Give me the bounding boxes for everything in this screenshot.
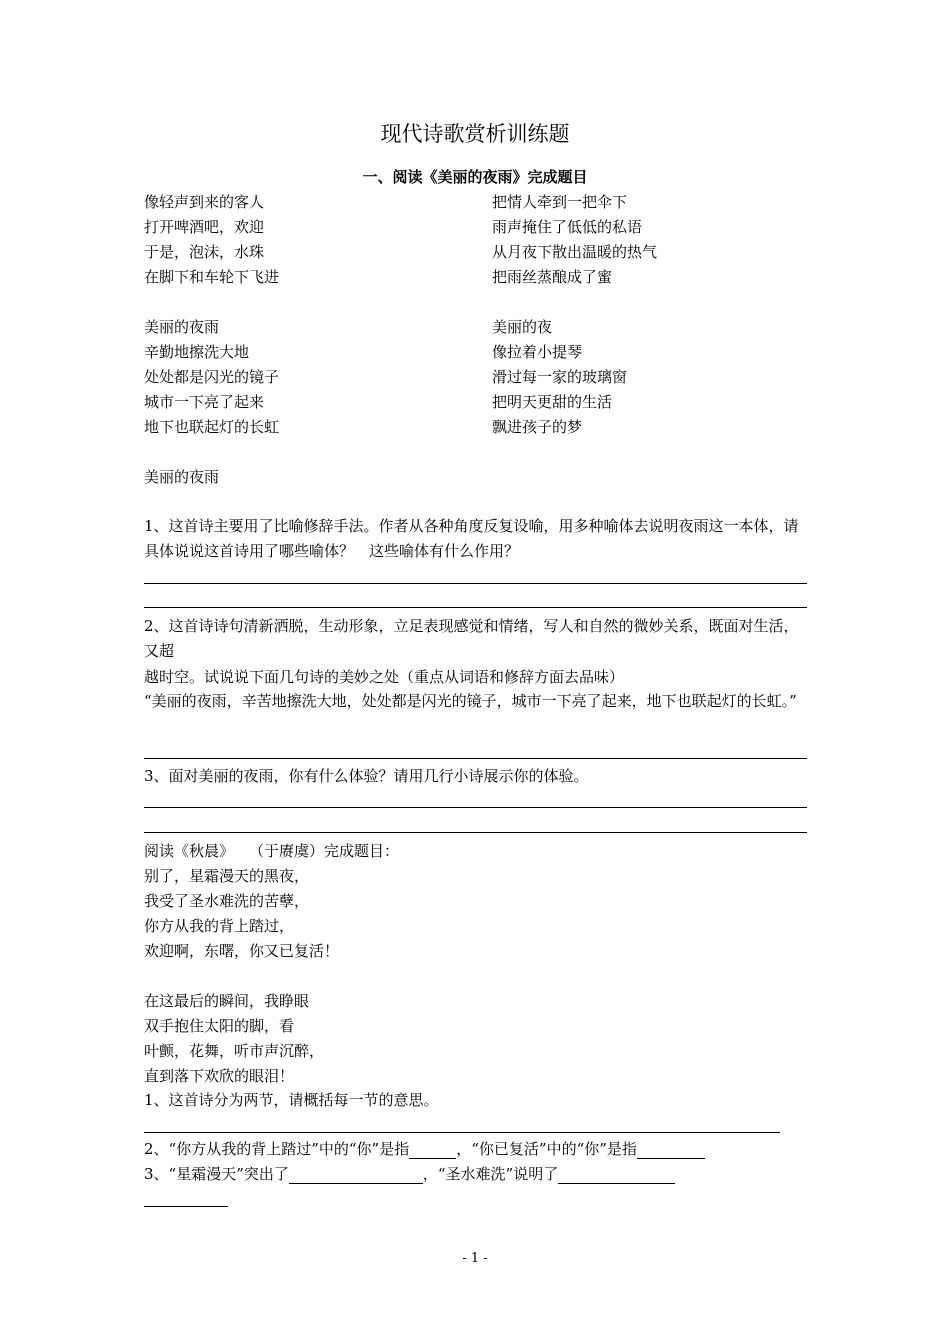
poem-line: 在脚下和车轮下飞进 (144, 268, 280, 286)
poem-line: 处处都是闪光的镜子 (144, 368, 280, 386)
question-2-line-1: 2、这首诗诗句清新洒脱，生动形象，立足表现感觉和情绪，写人和自然的微妙关系，既面对生活，又超 (144, 617, 799, 660)
fill-blank[interactable] (637, 1141, 705, 1159)
page-number: - 1 - (462, 1251, 488, 1266)
section-2-question-1: 1、这首诗分为两节，请概括每一节的意思。 (144, 1091, 439, 1109)
answer-line[interactable] (144, 807, 807, 808)
poem-line: 在这最后的瞬间，我睁眼 (144, 992, 310, 1010)
poem-line: 别了，星霜漫天的黑夜， (144, 867, 310, 885)
poem-line: 你方从我的背上踏过， (144, 917, 295, 935)
poem-title-repeat: 美丽的夜雨 (144, 468, 220, 486)
question-text: 2、“你方从我的背上踏过”中的“你”是指 (144, 1140, 410, 1158)
poem-line: 双手抱住太阳的脚，看 (144, 1017, 295, 1035)
poem-line: 城市一下亮了起来 (144, 393, 265, 411)
question-2-line-2: 越时空。试说说下面几句诗的美妙之处（重点从词语和修辞方面去品味） (144, 668, 625, 686)
answer-line[interactable] (144, 607, 807, 608)
poem-line: 把明天更甜的生活 (492, 393, 613, 411)
poem-line: 飘进孩子的梦 (492, 418, 583, 436)
answer-line[interactable] (144, 583, 807, 584)
poem-line: 像轻声到来的客人 (144, 193, 265, 211)
poem-line: 美丽的夜 (492, 318, 553, 336)
poem-line: 美丽的夜雨 (144, 318, 220, 336)
poem-line: 辛勤地擦洗大地 (144, 343, 250, 361)
section-2-question-3 (144, 1164, 675, 1184)
poem-line: 把雨丝蒸酿成了蜜 (492, 268, 613, 286)
answer-line[interactable] (144, 1132, 780, 1133)
answer-line[interactable] (144, 832, 807, 833)
poem-line: 打开啤酒吧，欢迎 (144, 218, 265, 236)
fill-blank[interactable] (558, 1166, 675, 1184)
question-text: ，“圣水难洗”说明了 (422, 1165, 559, 1183)
poem-line: 滑过每一家的玻璃窗 (492, 368, 628, 386)
fill-blank[interactable] (409, 1141, 456, 1159)
poem-line: 地下也联起灯的长虹 (144, 418, 280, 436)
page-title: 现代诗歌赏析训练题 (380, 122, 570, 146)
poem-line: 直到落下欢欣的眼泪！ (144, 1067, 295, 1085)
section-2-question-2 (144, 1139, 705, 1159)
poem-line: 叶颤，花舞，听市声沉醉， (144, 1042, 325, 1060)
answer-line[interactable] (144, 1206, 228, 1207)
poem-line: 我受了圣水难洗的苦孽， (144, 892, 310, 910)
poem-line: 于是，泡沫，水珠 (144, 243, 265, 261)
question-text: 3、“星霜漫天”突出了 (144, 1165, 289, 1183)
question-2-quote: “美丽的夜雨，辛苦地擦洗大地，处处都是闪光的镜子，城市一下亮了起来，地下也联起灯的长虹。” (144, 692, 797, 710)
poem-line: 从月夜下散出温暖的热气 (492, 243, 658, 261)
answer-line[interactable] (144, 758, 807, 759)
poem-line: 把情人牵到一把伞下 (492, 193, 628, 211)
section-1-heading: 一、阅读《美丽的夜雨》完成题目 (362, 168, 588, 186)
question-1: 1、这首诗主要用了比喻修辞手法。作者从各种角度反复设喻，用多种喻体去说明夜雨这一本体，请具体说说这首诗用了哪些喻体？ 这些喻体有什么作用？ (144, 517, 799, 560)
poem-line: 像拉着小提琴 (492, 343, 583, 361)
poem-line: 雨声掩住了低低的私语 (492, 218, 643, 236)
poem-line: 欢迎啊，东曙，你又已复活！ (144, 942, 340, 960)
question-3: 3、面对美丽的夜雨，你有什么体验？请用几行小诗展示你的体验。 (144, 767, 589, 785)
section-2-heading: 阅读《秋晨》 （于赓虞）完成题目： (144, 842, 400, 860)
fill-blank[interactable] (289, 1166, 423, 1184)
question-text: ，“你已复活”中的“你”是指 (456, 1140, 637, 1158)
